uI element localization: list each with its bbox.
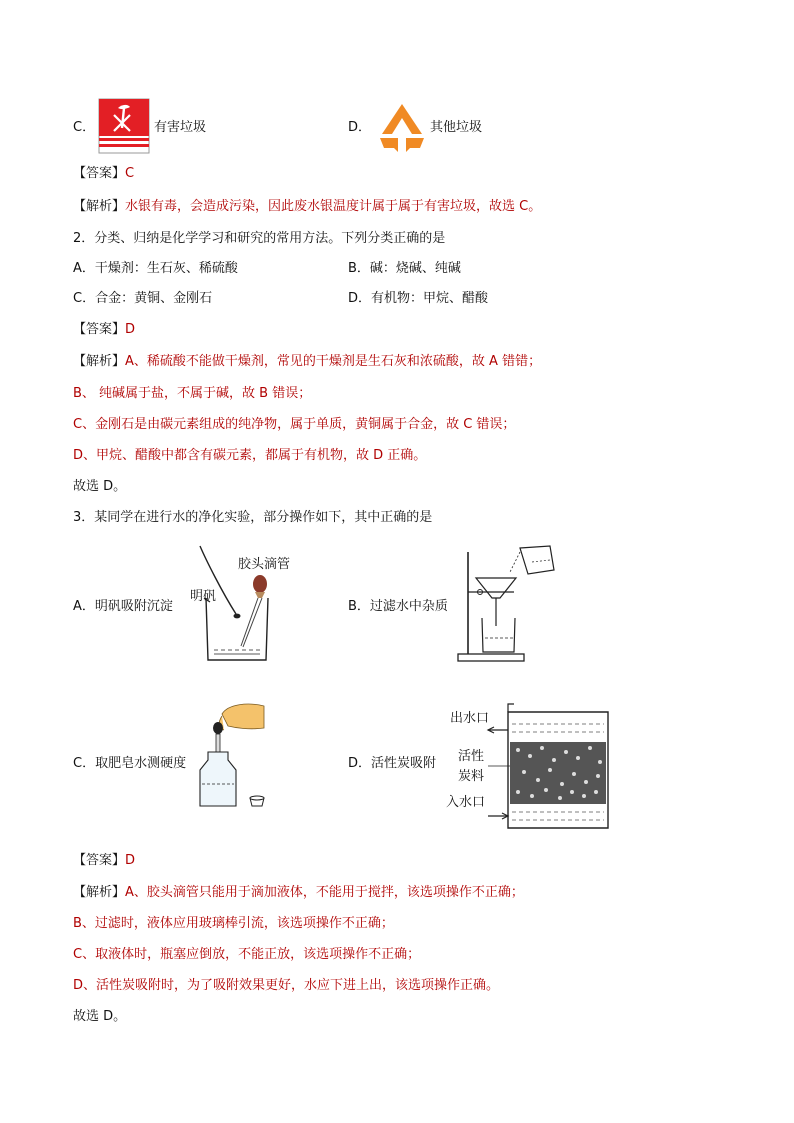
q3-option-c-label: C．取肥皂水测硬度 — [73, 756, 187, 771]
q2-analysis-line-1 — [73, 353, 541, 371]
carbon-label-line-2: 炭料 — [458, 769, 485, 784]
hazardous-waste-icon — [98, 98, 150, 154]
answer-value: D — [125, 853, 136, 868]
answer-tag: 【答案】 — [73, 322, 126, 337]
q3-analysis-line-1 — [73, 884, 524, 902]
q3-option-b-label: B．过滤水中杂质 — [348, 599, 448, 614]
q1-analysis — [73, 198, 541, 216]
other-waste-icon — [376, 100, 428, 156]
carbon-label-line-1: 活性 — [458, 749, 485, 764]
answer-tag: 【答案】 — [73, 166, 126, 181]
q2-option-b: B．碱：烧碱、纯碱 — [348, 261, 461, 276]
q1-option-c-letter: C． — [73, 120, 96, 135]
dropper-label: 胶头滴管 — [238, 557, 291, 572]
analysis-text: A、胶头滴管只能用于滴加液体，不能用于搅拌，该选项操作不正确； — [125, 885, 524, 900]
q1-answer — [73, 165, 134, 183]
q2-option-d: D．有机物：甲烷、醋酸 — [348, 291, 489, 306]
q2-option-c: C．合金：黄铜、金刚石 — [73, 291, 213, 306]
analysis-text: 水银有毒，会造成污染，因此废水银温度计属于属于有害垃圾，故选 C。 — [125, 199, 542, 214]
q2-analysis-line-3: C、金刚石是由碳元素组成的纯净物，属于单质，黄铜属于合金，故 C 错误； — [73, 417, 516, 432]
q3-answer — [73, 852, 135, 870]
q2-analysis-line-2: B、 纯碱属于盐，不属于碱，故 B 错误； — [73, 386, 312, 401]
answer-value: C — [125, 166, 135, 181]
q1-option-d-label: 其他垃圾 — [430, 120, 483, 135]
answer-value: D — [125, 322, 136, 337]
analysis-tag: 【解析】 — [73, 354, 126, 369]
outlet-label: 出水口 — [450, 711, 490, 726]
q2-answer — [73, 321, 135, 339]
q1-option-d-letter: D． — [348, 120, 372, 135]
analysis-tag: 【解析】 — [73, 885, 126, 900]
q3-option-d-label: D．活性炭吸附 — [348, 756, 437, 771]
answer-tag: 【答案】 — [73, 853, 126, 868]
filtration-figure — [456, 542, 566, 666]
q3-analysis-line-4: D、活性炭吸附时，为了吸附效果更好，水应下进上出，该选项操作正确。 — [73, 978, 500, 993]
q3-option-a-label: A．明矾吸附沉淀 — [73, 599, 173, 614]
alum-label: 明矾 — [190, 589, 217, 604]
analysis-tag: 【解析】 — [73, 199, 126, 214]
q1-option-c-label: 有害垃圾 — [154, 120, 207, 135]
q2-conclusion: 故选 D。 — [73, 479, 127, 494]
q2-analysis-line-4: D、甲烷、醋酸中都含有碳元素，都属于有机物，故 D 正确。 — [73, 448, 427, 463]
analysis-text: A、稀硫酸不能做干燥剂，常见的干燥剂是生石灰和浓硫酸，故 A 错错； — [125, 354, 542, 369]
q3-analysis-line-3: C、取液体时，瓶塞应倒放，不能正放，该选项操作不正确； — [73, 947, 421, 962]
q3-analysis-line-2: B、过滤时，液体应用玻璃棒引流，该选项操作不正确； — [73, 916, 394, 931]
inlet-label: 入水口 — [446, 795, 486, 810]
q2-stem: 2．分类、归纳是化学学习和研究的常用方法。下列分类正确的是 — [73, 231, 446, 246]
soap-water-test-figure — [192, 700, 278, 814]
q2-option-a: A．干燥剂：生石灰、稀硫酸 — [73, 261, 238, 276]
q3-conclusion: 故选 D。 — [73, 1009, 127, 1024]
q3-stem: 3．某同学在进行水的净化实验，部分操作如下，其中正确的是 — [73, 510, 433, 525]
